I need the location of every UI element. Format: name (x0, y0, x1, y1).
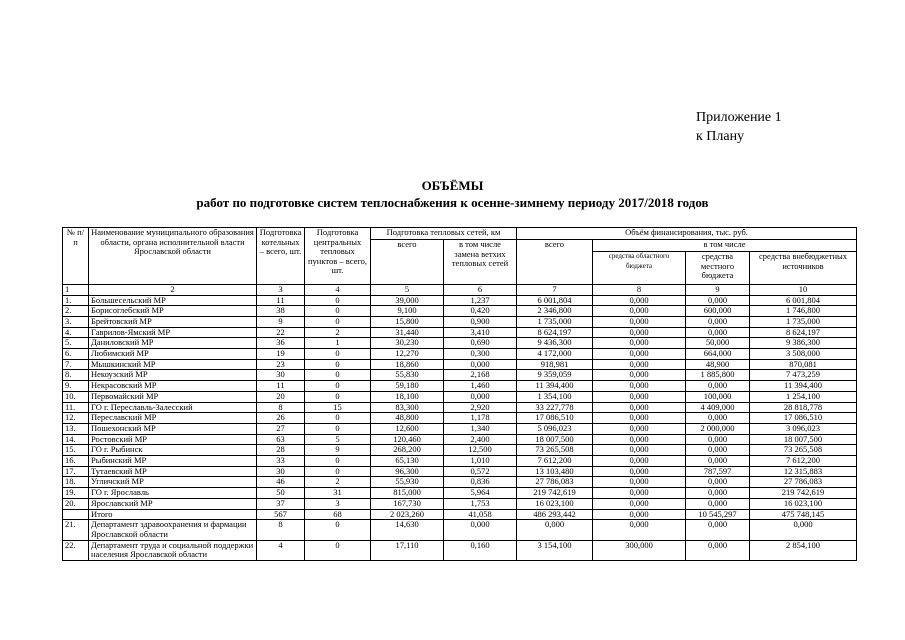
row-fin-local: 48,900 (686, 359, 750, 370)
row-fin-local: 10 545,297 (686, 509, 750, 520)
row-net-replace: 3,410 (444, 327, 517, 338)
row-fin-local: 0,000 (686, 477, 750, 488)
row-fin-extra: 28 818,778 (750, 402, 857, 413)
header-net-replace: в том числе замена ветхих тепловых сетей (444, 240, 517, 285)
row-boilers: 36 (257, 338, 305, 349)
row-number: 5. (63, 338, 89, 349)
row-name: Первомайский МР (89, 391, 257, 402)
row-fin-extra: 27 786,083 (750, 477, 857, 488)
row-number: 18. (63, 477, 89, 488)
row-fin-extra: 1 746,800 (750, 306, 857, 317)
row-fin-local: 600,000 (686, 306, 750, 317)
row-name: Большесельский МР (89, 295, 257, 306)
row-fin-total: 8 624,197 (517, 327, 593, 338)
row-net-total: 9,100 (371, 306, 444, 317)
row-heat-points: 0 (305, 295, 371, 306)
row-net-total: 15,800 (371, 316, 444, 327)
row-net-replace: 1,753 (444, 498, 517, 509)
row-number: 11. (63, 402, 89, 413)
row-number: 1. (63, 295, 89, 306)
table-row (63, 434, 857, 445)
table-row (63, 477, 857, 488)
row-boilers: 37 (257, 498, 305, 509)
row-name: ГО г. Рыбинск (89, 445, 257, 456)
row-fin-local: 787,597 (686, 466, 750, 477)
row-fin-local: 1 885,800 (686, 370, 750, 381)
header-fin-regional: средства областного бюджета (593, 252, 686, 285)
table-row (63, 413, 857, 424)
row-heat-points: 5 (305, 434, 371, 445)
row-net-replace: 1,340 (444, 423, 517, 434)
row-heat-points: 9 (305, 445, 371, 456)
row-fin-regional: 0,000 (593, 381, 686, 392)
row-heat-points: 2 (305, 327, 371, 338)
row-name: Переславский МР (89, 413, 257, 424)
column-number-7: 7 (517, 285, 593, 296)
row-heat-points: 0 (305, 456, 371, 467)
row-fin-total: 9 359,059 (517, 370, 593, 381)
row-number: 21. (63, 520, 89, 540)
row-fin-regional: 0,000 (593, 488, 686, 499)
table-row (63, 370, 857, 381)
row-fin-local: 0,000 (686, 520, 750, 540)
row-fin-local: 0,000 (686, 413, 750, 424)
row-heat-points: 0 (305, 520, 371, 540)
row-name: Ярославский МР (89, 498, 257, 509)
row-net-total: 167,730 (371, 498, 444, 509)
document-title: ОБЪЁМЫ (421, 178, 484, 193)
row-net-replace: 12,500 (444, 445, 517, 456)
row-net-total: 17,110 (371, 540, 444, 560)
row-net-total: 815,000 (371, 488, 444, 499)
row-fin-regional: 0,000 (593, 370, 686, 381)
row-number: 8. (63, 370, 89, 381)
column-number-9: 9 (686, 285, 750, 296)
row-net-total: 120,460 (371, 434, 444, 445)
row-fin-local: 100,000 (686, 391, 750, 402)
row-fin-regional: 0,000 (593, 434, 686, 445)
row-net-replace: 2,168 (444, 370, 517, 381)
row-fin-local: 0,000 (686, 434, 750, 445)
row-fin-extra: 6 001,804 (750, 295, 857, 306)
row-net-replace: 1,178 (444, 413, 517, 424)
row-heat-points: 0 (305, 306, 371, 317)
row-fin-extra: 2 854,100 (750, 540, 857, 560)
column-numbers-row (63, 285, 857, 296)
row-net-total: 31,440 (371, 327, 444, 338)
row-fin-total: 7 612,200 (517, 456, 593, 467)
row-number: 20. (63, 498, 89, 509)
row-fin-local: 4 409,000 (686, 402, 750, 413)
column-number-1: 1 (63, 285, 89, 296)
row-heat-points: 0 (305, 413, 371, 424)
row-fin-extra: 1 254,100 (750, 391, 857, 402)
row-fin-regional: 0,000 (593, 295, 686, 306)
row-fin-local: 0,000 (686, 381, 750, 392)
row-fin-regional: 0,000 (593, 498, 686, 509)
row-fin-extra: 870,081 (750, 359, 857, 370)
row-fin-regional: 0,000 (593, 456, 686, 467)
header-fin-extra: средства внебюджетных источников (750, 252, 857, 285)
row-fin-regional: 0,000 (593, 445, 686, 456)
row-net-total: 30,230 (371, 338, 444, 349)
row-net-total: 39,000 (371, 295, 444, 306)
row-net-total: 18,860 (371, 359, 444, 370)
row-fin-total: 3 154,100 (517, 540, 593, 560)
row-net-replace: 0,572 (444, 466, 517, 477)
row-fin-total: 219 742,619 (517, 488, 593, 499)
row-fin-extra: 16 023,100 (750, 498, 857, 509)
row-fin-extra: 3 096,023 (750, 423, 857, 434)
row-fin-extra: 1 735,000 (750, 316, 857, 327)
row-number: 4. (63, 327, 89, 338)
row-fin-extra: 3 508,000 (750, 349, 857, 360)
header-fin-local: средства местного бюджета (686, 252, 750, 285)
row-boilers: 19 (257, 349, 305, 360)
row-net-replace: 41,058 (444, 509, 517, 520)
heating-works-table (62, 227, 857, 561)
row-net-total: 18,100 (371, 391, 444, 402)
row-number: 10. (63, 391, 89, 402)
row-fin-total: 9 436,300 (517, 338, 593, 349)
row-fin-local: 0,000 (686, 540, 750, 560)
row-fin-total: 5 096,023 (517, 423, 593, 434)
row-fin-regional: 0,000 (593, 466, 686, 477)
row-fin-total: 2 346,800 (517, 306, 593, 317)
column-number-3: 3 (257, 285, 305, 296)
row-heat-points: 0 (305, 381, 371, 392)
row-fin-regional: 0,000 (593, 391, 686, 402)
row-net-replace: 1,010 (444, 456, 517, 467)
row-net-total: 55,830 (371, 370, 444, 381)
table-row (63, 498, 857, 509)
row-fin-regional: 300,000 (593, 540, 686, 560)
row-fin-extra: 11 394,400 (750, 381, 857, 392)
row-fin-local: 0,000 (686, 295, 750, 306)
table-row (63, 520, 857, 540)
table-row (63, 488, 857, 499)
table-row (63, 349, 857, 360)
row-name: Мышкинский МР (89, 359, 257, 370)
row-name: Борисоглебский МР (89, 306, 257, 317)
row-fin-extra: 7 612,200 (750, 456, 857, 467)
row-fin-extra: 17 086,510 (750, 413, 857, 424)
row-number (63, 509, 89, 520)
row-net-replace: 0,160 (444, 540, 517, 560)
row-heat-points: 0 (305, 391, 371, 402)
row-name: Рыбинский МР (89, 456, 257, 467)
row-fin-total: 0,000 (517, 520, 593, 540)
row-fin-local: 50,000 (686, 338, 750, 349)
column-number-5: 5 (371, 285, 444, 296)
row-fin-total: 13 103,480 (517, 466, 593, 477)
row-name: Брейтовский МР (89, 316, 257, 327)
table-body (63, 295, 857, 561)
column-number-4: 4 (305, 285, 371, 296)
table-row (63, 423, 857, 434)
row-net-replace: 0,000 (444, 391, 517, 402)
row-number: 12. (63, 413, 89, 424)
row-heat-points: 0 (305, 423, 371, 434)
table-row (63, 359, 857, 370)
row-heat-points: 0 (305, 466, 371, 477)
row-number: 3. (63, 316, 89, 327)
row-boilers: 46 (257, 477, 305, 488)
table-row (63, 540, 857, 560)
row-fin-extra: 8 624,197 (750, 327, 857, 338)
row-boilers: 30 (257, 370, 305, 381)
row-net-total: 96,300 (371, 466, 444, 477)
row-net-replace: 0,000 (444, 520, 517, 540)
row-net-total: 65,130 (371, 456, 444, 467)
row-number: 15. (63, 445, 89, 456)
row-fin-total: 11 394,400 (517, 381, 593, 392)
column-number-2: 2 (89, 285, 257, 296)
row-name: Любимский МР (89, 349, 257, 360)
row-net-replace: 2,400 (444, 434, 517, 445)
row-fin-regional: 0,000 (593, 359, 686, 370)
document-subtitle: работ по подготовке систем теплоснабжения к осенне-зимнему периоду 2017/2018 годов (196, 195, 709, 210)
row-net-replace: 0,900 (444, 316, 517, 327)
row-name: Итого (89, 509, 257, 520)
row-number: 2. (63, 306, 89, 317)
row-name: Департамент здравоохранения и фармации Ярославской области (89, 520, 257, 540)
header-num: № п/п (63, 228, 89, 285)
row-net-replace: 0,300 (444, 349, 517, 360)
row-heat-points: 0 (305, 349, 371, 360)
row-net-total: 14,630 (371, 520, 444, 540)
row-fin-regional: 0,000 (593, 509, 686, 520)
row-boilers: 4 (257, 540, 305, 560)
row-name: ГО г. Переславль-Залесский (89, 402, 257, 413)
row-heat-points: 31 (305, 488, 371, 499)
row-net-total: 59,180 (371, 381, 444, 392)
row-number: 22. (63, 540, 89, 560)
row-fin-total: 1 735,000 (517, 316, 593, 327)
row-boilers: 28 (257, 445, 305, 456)
row-name: Ростовский МР (89, 434, 257, 445)
table-row (63, 327, 857, 338)
row-heat-points: 68 (305, 509, 371, 520)
row-name: Пошехонский МР (89, 423, 257, 434)
table-row (63, 456, 857, 467)
appendix-label (696, 108, 782, 146)
row-boilers: 63 (257, 434, 305, 445)
row-name: Гаврилов-Ямский МР (89, 327, 257, 338)
row-net-total: 12,270 (371, 349, 444, 360)
row-number: 14. (63, 434, 89, 445)
row-heat-points: 0 (305, 540, 371, 560)
row-heat-points: 0 (305, 316, 371, 327)
row-fin-local: 0,000 (686, 316, 750, 327)
row-boilers: 8 (257, 520, 305, 540)
row-fin-extra: 18 007,500 (750, 434, 857, 445)
row-heat-points: 2 (305, 477, 371, 488)
table-row (63, 402, 857, 413)
row-name: Тутаевский МР (89, 466, 257, 477)
row-fin-total: 6 001,804 (517, 295, 593, 306)
row-name: Некоузский МР (89, 370, 257, 381)
row-boilers: 27 (257, 423, 305, 434)
row-name: ГО г. Ярославль (89, 488, 257, 499)
table-row (63, 445, 857, 456)
table-row (63, 316, 857, 327)
row-net-replace: 0,420 (444, 306, 517, 317)
row-heat-points: 3 (305, 498, 371, 509)
row-fin-regional: 0,000 (593, 520, 686, 540)
row-fin-regional: 0,000 (593, 316, 686, 327)
row-fin-regional: 0,000 (593, 477, 686, 488)
table-header (63, 228, 857, 296)
row-heat-points: 0 (305, 359, 371, 370)
column-number-10: 10 (750, 285, 857, 296)
row-boilers: 11 (257, 381, 305, 392)
row-net-total: 12,600 (371, 423, 444, 434)
row-boilers: 30 (257, 466, 305, 477)
row-fin-local: 0,000 (686, 445, 750, 456)
row-number: 9. (63, 381, 89, 392)
row-fin-extra: 9 386,300 (750, 338, 857, 349)
header-boilers: Подготовка котельных – всего, шт. (257, 228, 305, 285)
row-boilers: 567 (257, 509, 305, 520)
table-row (63, 391, 857, 402)
row-net-total: 83,300 (371, 402, 444, 413)
row-name: Даниловский МР (89, 338, 257, 349)
row-number: 17. (63, 466, 89, 477)
row-fin-local: 0,000 (686, 498, 750, 509)
header-fin-incl: в том числе (593, 240, 857, 252)
row-fin-total: 18 007,500 (517, 434, 593, 445)
header-name: Наименование муниципального образования области, органа исполнительной власти Ярославской области (89, 228, 257, 285)
row-fin-total: 486 293,442 (517, 509, 593, 520)
header-financing: Объём финансирования, тыс. руб. (517, 228, 857, 240)
appendix-line-1: Приложение 1 (696, 110, 782, 125)
row-fin-extra: 475 748,145 (750, 509, 857, 520)
header-net-total: всего (371, 240, 444, 285)
row-fin-local: 0,000 (686, 488, 750, 499)
row-fin-total: 918,981 (517, 359, 593, 370)
row-boilers: 11 (257, 295, 305, 306)
row-fin-total: 4 172,000 (517, 349, 593, 360)
row-net-replace: 2,920 (444, 402, 517, 413)
row-heat-points: 15 (305, 402, 371, 413)
row-fin-total: 1 354,100 (517, 391, 593, 402)
column-number-6: 6 (444, 285, 517, 296)
row-fin-total: 73 265,508 (517, 445, 593, 456)
row-heat-points: 1 (305, 338, 371, 349)
row-name: Угличский МР (89, 477, 257, 488)
row-fin-local: 0,000 (686, 327, 750, 338)
column-number-8: 8 (593, 285, 686, 296)
table-row (63, 338, 857, 349)
row-fin-total: 17 086,510 (517, 413, 593, 424)
row-fin-local: 0,000 (686, 456, 750, 467)
row-boilers: 20 (257, 391, 305, 402)
row-boilers: 8 (257, 402, 305, 413)
row-number: 19. (63, 488, 89, 499)
row-heat-points: 0 (305, 370, 371, 381)
row-net-replace: 5,964 (444, 488, 517, 499)
row-fin-extra: 73 265,508 (750, 445, 857, 456)
row-boilers: 50 (257, 488, 305, 499)
row-fin-extra: 7 473,259 (750, 370, 857, 381)
row-boilers: 26 (257, 413, 305, 424)
row-net-total: 268,200 (371, 445, 444, 456)
row-fin-regional: 0,000 (593, 423, 686, 434)
row-boilers: 22 (257, 327, 305, 338)
table-row (63, 381, 857, 392)
header-networks: Подготовка тепловых сетей, км (371, 228, 517, 240)
row-boilers: 38 (257, 306, 305, 317)
appendix-line-2: к Плану (696, 129, 745, 144)
row-fin-local: 664,000 (686, 349, 750, 360)
row-fin-total: 27 786,083 (517, 477, 593, 488)
row-name: Департамент труда и социальной поддержки населения Ярославской области (89, 540, 257, 560)
row-boilers: 33 (257, 456, 305, 467)
row-name: Некрасовский МР (89, 381, 257, 392)
row-fin-extra: 12 315,883 (750, 466, 857, 477)
row-fin-regional: 0,000 (593, 338, 686, 349)
row-net-total: 2 023,260 (371, 509, 444, 520)
header-fin-total: всего (517, 240, 593, 285)
row-number: 6. (63, 349, 89, 360)
row-fin-regional: 0,000 (593, 349, 686, 360)
row-fin-local: 2 000,000 (686, 423, 750, 434)
row-fin-extra: 0,000 (750, 520, 857, 540)
row-net-replace: 1,460 (444, 381, 517, 392)
table-row (63, 509, 857, 520)
row-fin-regional: 0,000 (593, 327, 686, 338)
row-net-replace: 0,000 (444, 359, 517, 370)
row-fin-total: 16 023,100 (517, 498, 593, 509)
row-fin-regional: 0,000 (593, 402, 686, 413)
table-row (63, 306, 857, 317)
row-number: 16. (63, 456, 89, 467)
row-boilers: 23 (257, 359, 305, 370)
row-fin-extra: 219 742,619 (750, 488, 857, 499)
row-net-total: 48,800 (371, 413, 444, 424)
row-number: 13. (63, 423, 89, 434)
row-net-replace: 0,836 (444, 477, 517, 488)
row-fin-regional: 0,000 (593, 306, 686, 317)
row-net-replace: 0,690 (444, 338, 517, 349)
row-net-total: 55,930 (371, 477, 444, 488)
row-fin-regional: 0,000 (593, 413, 686, 424)
table-row (63, 466, 857, 477)
row-fin-total: 33 227,778 (517, 402, 593, 413)
row-net-replace: 1,237 (444, 295, 517, 306)
row-number: 7. (63, 359, 89, 370)
row-boilers: 9 (257, 316, 305, 327)
header-heat-points: Подготовка центральных тепловых пунктов – всего, шт. (305, 228, 371, 285)
table-row (63, 295, 857, 306)
